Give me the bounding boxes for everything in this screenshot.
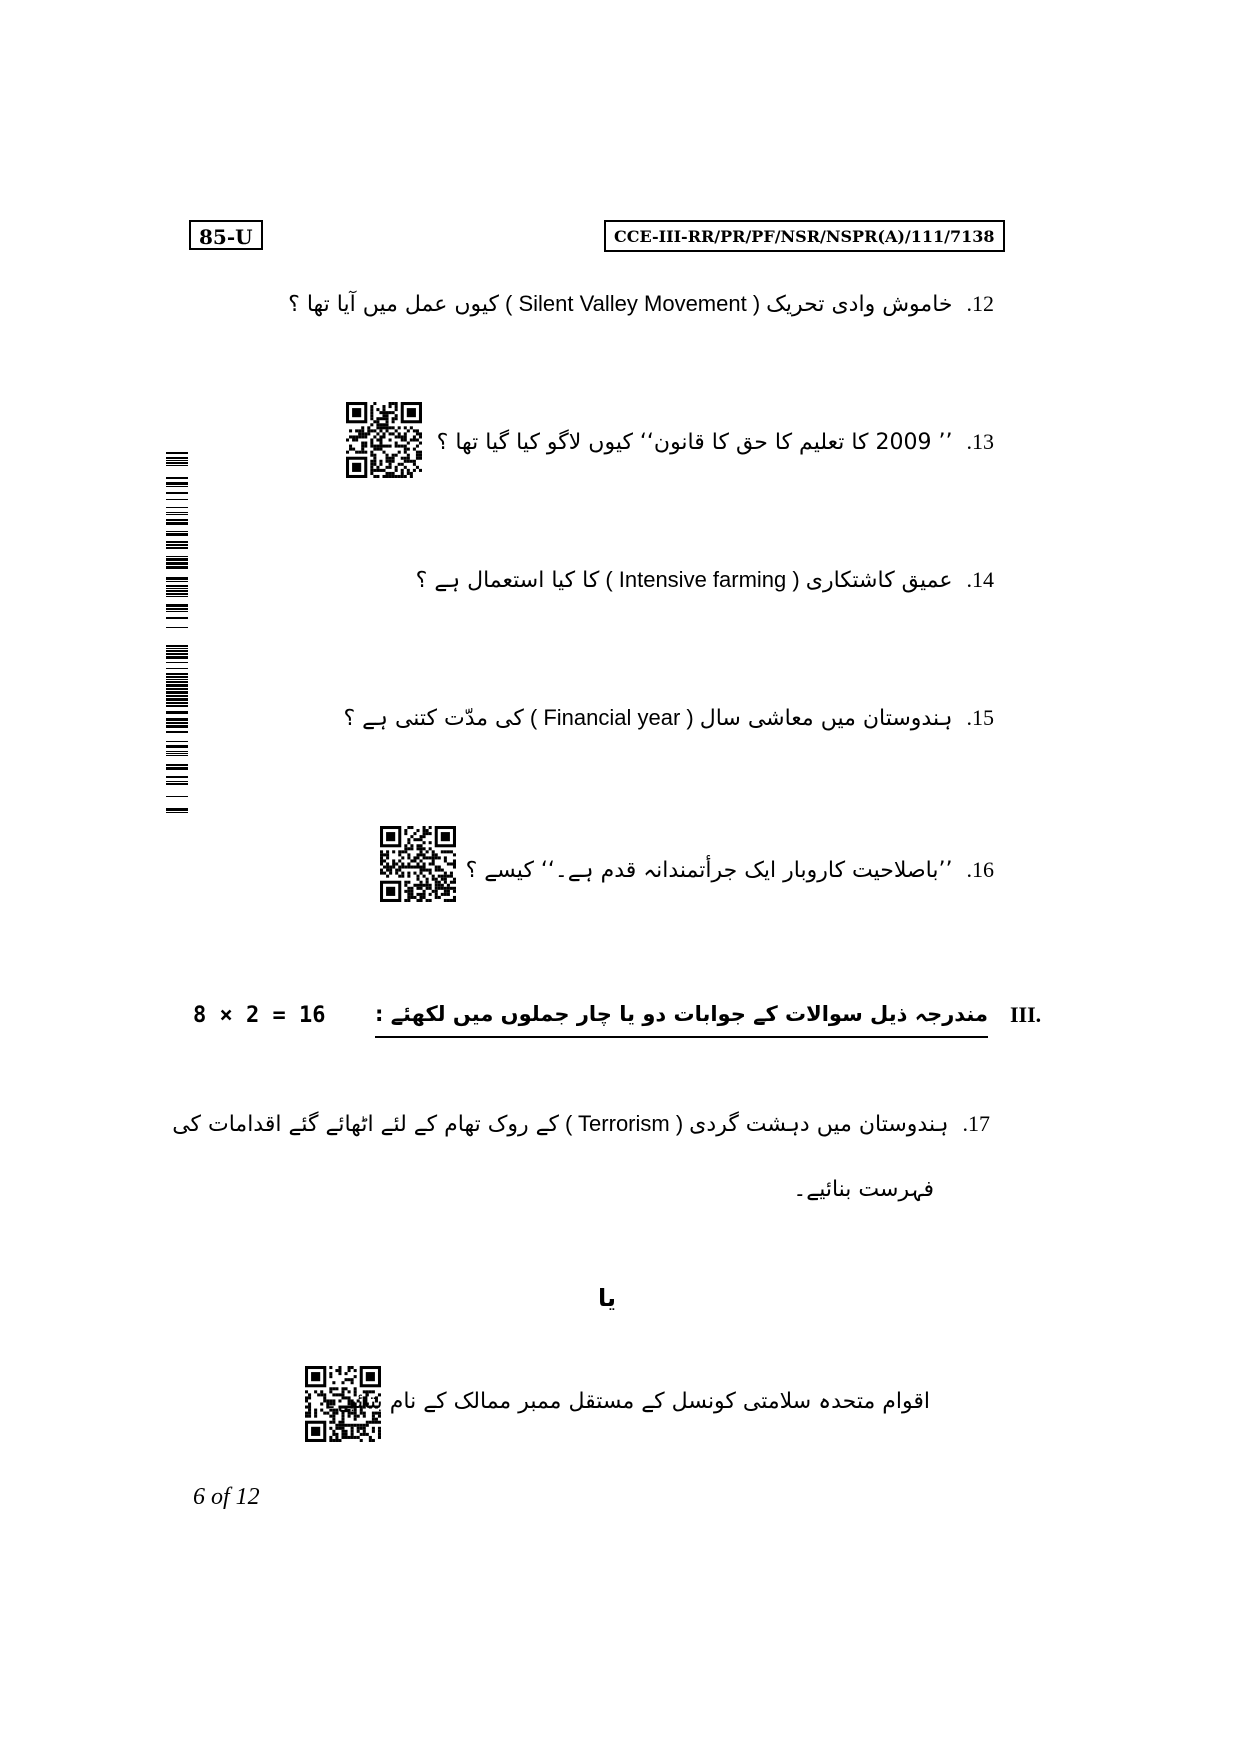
qr-code-icon bbox=[346, 402, 422, 478]
question-number: 17. bbox=[962, 1111, 990, 1136]
english-term: ( Silent Valley Movement ) bbox=[505, 291, 761, 316]
exam-code-badge: CCE-III-RR/PR/PF/NSR/NSPR(A)/111/7138 bbox=[604, 220, 1005, 252]
question-number: 12. bbox=[966, 291, 994, 316]
question-text-end: کے روک تھام کے لئے اٹھائے گئے اقدامات کی bbox=[172, 1112, 560, 1137]
english-term: ( Intensive farming ) bbox=[605, 567, 800, 592]
question-17-line2: فہرست بنائیے۔ bbox=[793, 1177, 934, 1202]
question-number: 13. bbox=[966, 429, 994, 454]
question-text: ’’ 2009 کا تعلیم کا حق کا قانون‘‘ کیوں لاگو کیا گیا تھا ؟ bbox=[436, 430, 953, 455]
section-marks: 8 × 2 = 16 bbox=[193, 1003, 326, 1028]
question-text-end: کی مدّت کتنی ہے ؟ bbox=[343, 706, 524, 731]
paper-code-badge: 85-U bbox=[189, 220, 263, 250]
qr-code-icon bbox=[380, 826, 456, 902]
question-text: خاموش وادی تحریک bbox=[766, 292, 953, 317]
question-13 bbox=[437, 424, 994, 461]
question-text-end: کیوں عمل میں آیا تھا ؟ bbox=[288, 292, 500, 317]
or-separator: یا bbox=[598, 1284, 617, 1312]
question-14 bbox=[416, 562, 994, 599]
page-number: 6 of 12 bbox=[193, 1484, 260, 1510]
english-term: ( Financial year ) bbox=[529, 705, 694, 730]
question-text: ہندوستان میں معاشی سال bbox=[699, 706, 953, 731]
barcode-icon bbox=[166, 452, 188, 814]
question-12 bbox=[288, 286, 994, 323]
question-15 bbox=[344, 700, 995, 737]
question-text: عمیق کاشتکاری bbox=[805, 568, 953, 593]
alternative-question: اقوام متحدہ سلامتی کونسل کے مستقل ممبر ممالک کے نام بتائیے۔ bbox=[324, 1389, 930, 1414]
section-instruction: مندرجہ ذیل سوالات کے جوابات دو یا چار جملوں میں لکھئے : bbox=[375, 996, 988, 1038]
question-number: 14. bbox=[966, 567, 994, 592]
question-number: 15. bbox=[966, 705, 994, 730]
question-text-end: کا کیا استعمال ہے ؟ bbox=[415, 568, 600, 593]
question-16 bbox=[466, 852, 994, 889]
question-text: ’’باصلاحیت کاروبار ایک جرأتمندانہ قدم ہے۔‘‘ کیسے ؟ bbox=[465, 858, 953, 883]
english-term: ( Terrorism ) bbox=[565, 1111, 684, 1136]
question-17 bbox=[172, 1106, 990, 1143]
question-number: 16. bbox=[966, 857, 994, 882]
section-number: III. bbox=[1010, 1002, 1042, 1027]
question-text: ہندوستان میں دہشت گردی bbox=[689, 1112, 949, 1137]
